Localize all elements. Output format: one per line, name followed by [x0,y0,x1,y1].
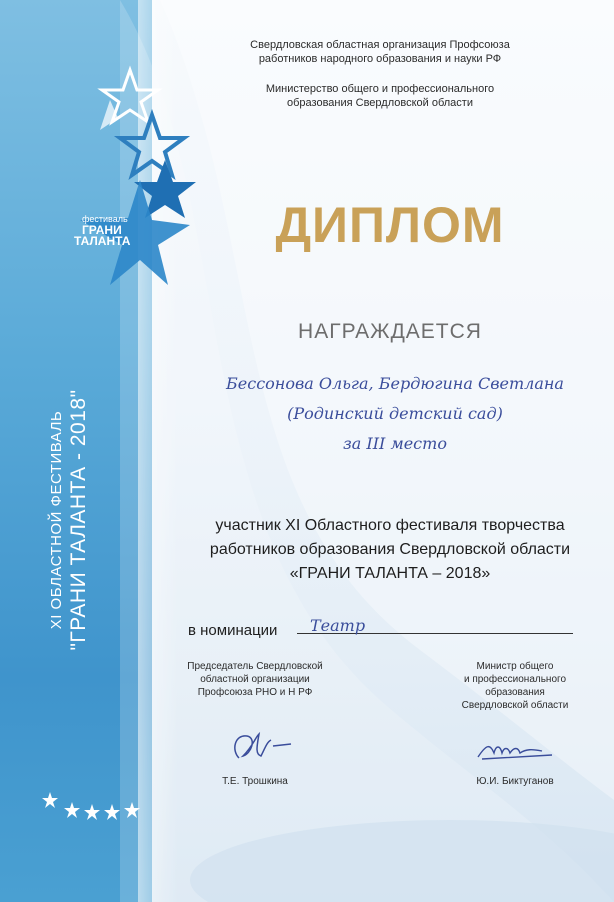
logo-line2: ТАЛАНТА [74,234,131,248]
org-line1: Свердловская областная организация Профсоюза [250,39,510,51]
description-line2: работников образования Свердловской области [209,541,571,558]
left-title2: областной организации [200,674,310,685]
diploma-title: ДИПЛОМ [275,197,505,253]
org-block [200,38,560,66]
ministry-line1: Министерство общего и профессионального [265,83,495,95]
right-title2: и профессионального [463,674,567,685]
logo-text [74,214,131,248]
right-title4: Свердловской области [461,700,569,711]
nomination-label: в номинации [188,622,278,639]
right-signature [472,735,562,765]
stars-icon [70,60,210,300]
left-title3: Профсоюза РНО и Н РФ [197,687,313,698]
left-signatory-title [175,660,335,699]
small-stars-icon [42,790,142,830]
recipient-line3: за III место [343,434,447,453]
org-line2: работников народного образования и науки РФ [258,53,502,65]
description-line3: «ГРАНИ ТАЛАНТА – 2018» [289,565,491,582]
right-signatory-name: Ю.И. Биктуганов [476,776,554,787]
recipient-line1: Бессонова Ольга, Бердюгина Светлана [226,374,564,393]
logo-line1: ГРАНИ [82,223,122,237]
left-title1: Председатель Свердловской [187,661,323,672]
right-signatory-title [440,660,590,712]
left-signature [225,728,295,768]
recipient-line2: (Родинский детский сад) [287,404,503,423]
side-line1: XI ОБЛАСТНОЙ ФЕСТИВАЛЬ [48,410,65,630]
left-signatory-name: Т.Е. Трошкина [222,776,288,787]
awarded-heading: НАГРАЖДАЕТСЯ [298,320,482,343]
side-line2: "ГРАНИ ТАЛАНТА - 2018" [67,389,90,651]
right-title1: Министр общего [476,661,554,672]
right-title3: образования [485,687,545,698]
ministry-line2: образования Свердловской области [287,97,473,109]
ministry-block [200,82,560,110]
side-vertical-text [48,340,91,700]
nomination-value: Театр [310,616,366,635]
description-line1: участник XI Областного фестиваля творчества [215,517,565,534]
logo-small: фестиваль [82,214,128,224]
